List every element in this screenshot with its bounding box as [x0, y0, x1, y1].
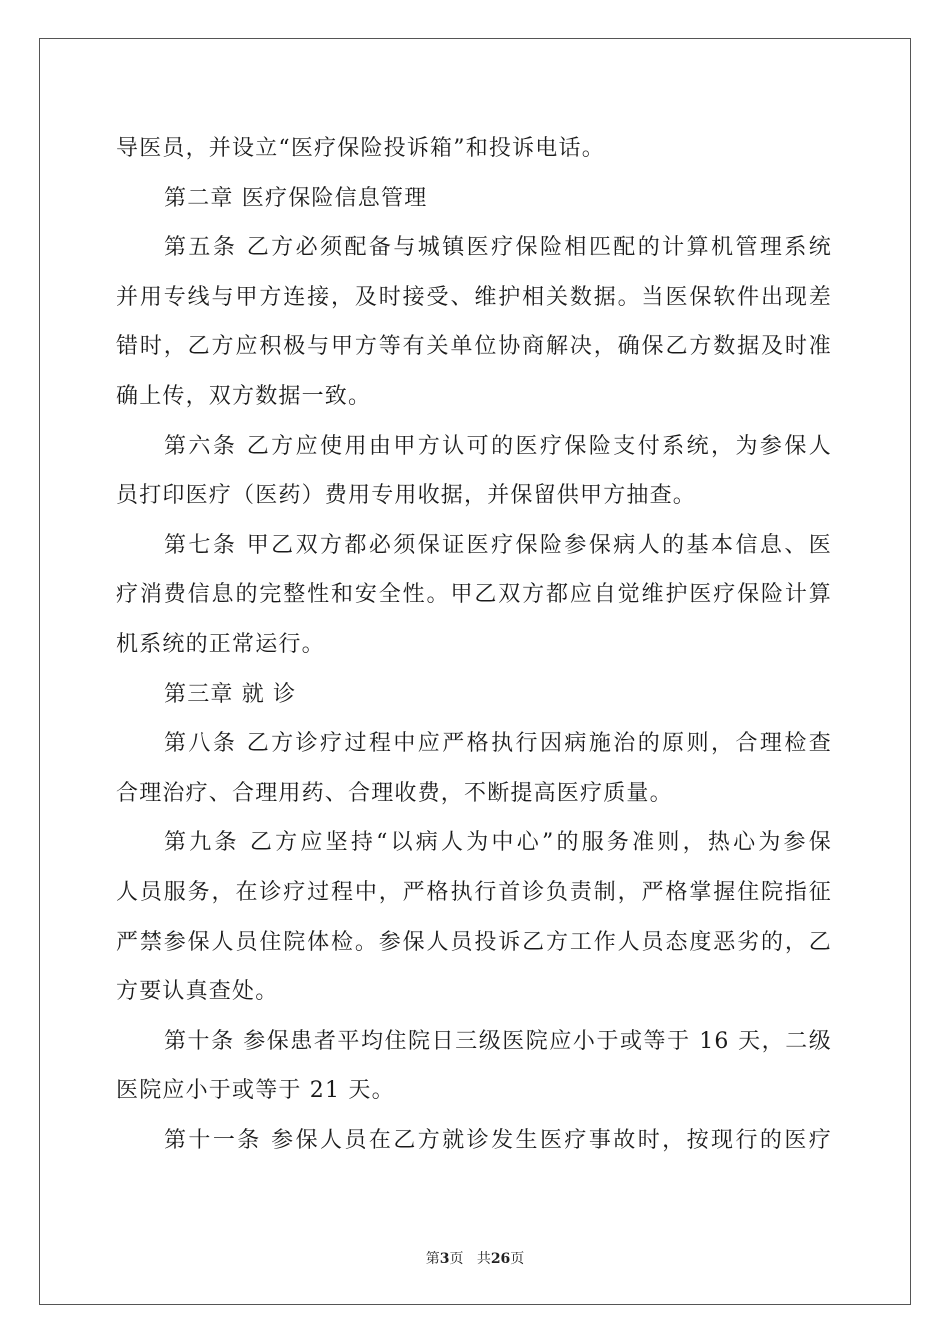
footer-total-pages: 26: [490, 1251, 511, 1267]
text-line: 员打印医疗（医药）费用专用收据，并保留供甲方抽查。: [116, 483, 697, 509]
text-line: 并用专线与甲方连接，及时接受、维护相关数据。当医保软件出现差: [116, 284, 832, 310]
footer-current-page: 3: [439, 1251, 450, 1267]
text-line: 第十条 参保患者平均住院日三级医院应小于或等于 16 天，二级: [164, 1028, 832, 1054]
text-line: 第七条 甲乙双方都必须保证医疗保险参保病人的基本信息、医: [164, 532, 832, 558]
text-line: 机系统的正常运行。: [116, 631, 325, 657]
text-line: 医院应小于或等于 21 天。: [116, 1078, 395, 1104]
text-line: 错时，乙方应积极与甲方等有关单位协商解决，确保乙方数据及时准: [116, 334, 832, 360]
text-line: 第二章 医疗保险信息管理: [164, 185, 428, 211]
footer-total-suffix: 页: [510, 1251, 525, 1267]
text-line: 第八条 乙方诊疗过程中应严格执行因病施治的原则，合理检查: [164, 731, 832, 757]
page-footer: [0, 1248, 950, 1268]
text-line: 第三章 就 诊: [164, 681, 297, 707]
text-line: 疗消费信息的完整性和安全性。甲乙双方都应自觉维护医疗保险计算: [116, 582, 832, 608]
document-body: [116, 124, 832, 1165]
text-line: 第九条 乙方应坚持“以病人为中心”的服务准则，热心为参保: [164, 830, 832, 856]
text-line: 合理治疗、合理用药、合理收费，不断提高医疗质量。: [116, 780, 673, 806]
text-line: 人员服务，在诊疗过程中，严格执行首诊负责制，严格掌握住院指征: [116, 879, 832, 905]
text-line: 导医员，并设立“医疗保险投诉箱”和投诉电话。: [116, 136, 605, 161]
footer-page-suffix: 页: [449, 1251, 464, 1267]
text-line: 严禁参保人员住院体检。参保人员投诉乙方工作人员态度恶劣的，乙: [116, 929, 832, 955]
text-line: 方要认真查处。: [116, 979, 279, 1005]
text-line: 第六条 乙方应使用由甲方认可的医疗保险支付系统，为参保人: [164, 433, 832, 459]
text-line: 确上传，双方数据一致。: [116, 383, 372, 409]
text-line: 第五条 乙方必须配备与城镇医疗保险相匹配的计算机管理系统: [164, 235, 832, 261]
text-line: 第十一条 参保人员在乙方就诊发生医疗事故时，按现行的医疗: [164, 1127, 832, 1153]
footer-total-prefix: 共: [476, 1251, 491, 1267]
footer-page-prefix: 第: [425, 1251, 440, 1267]
